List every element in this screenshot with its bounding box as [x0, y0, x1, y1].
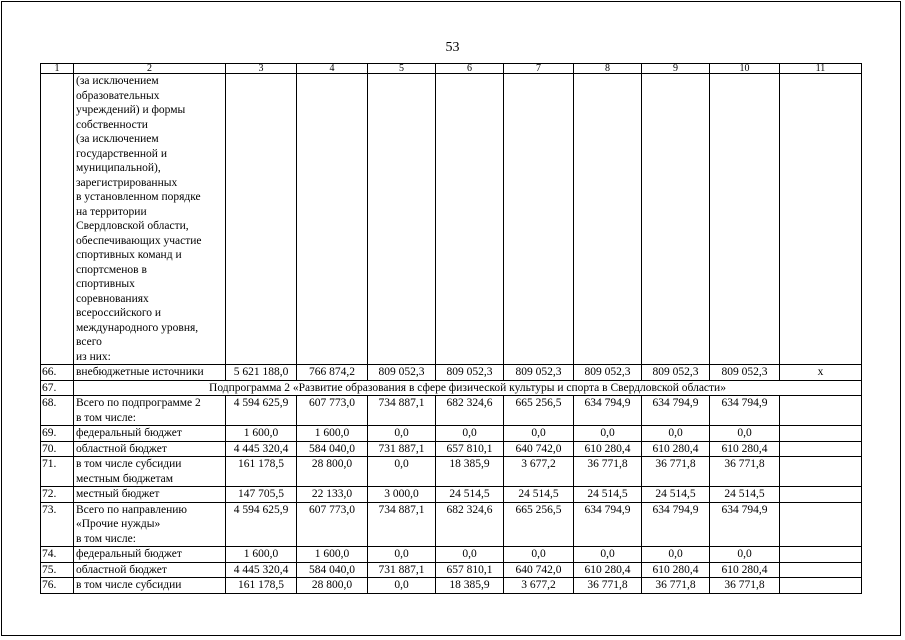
- cell-value: 0,0: [368, 457, 436, 487]
- cell-value: 634 794,9: [642, 502, 710, 547]
- page-number: 53: [445, 40, 460, 55]
- cell-value: 734 887,1: [368, 396, 436, 426]
- cell-value: 665 256,5: [504, 502, 574, 547]
- cell-value: 634 794,9: [710, 396, 780, 426]
- row-number: 76.: [41, 578, 74, 594]
- table-row: [41, 426, 862, 442]
- cell-value: 0,0: [368, 547, 436, 563]
- cell-value: 1 600,0: [297, 547, 368, 563]
- table-row: [41, 578, 862, 594]
- cell-value: [780, 74, 862, 365]
- cell-value: 734 887,1: [368, 502, 436, 547]
- cell-note: [780, 426, 862, 442]
- table-row: [41, 547, 862, 563]
- column-number-7: 7: [504, 64, 574, 74]
- cell-value: 610 280,4: [574, 441, 642, 457]
- cell-value: [710, 74, 780, 365]
- cell-value: 28 800,0: [297, 578, 368, 594]
- cell-value: 0,0: [642, 426, 710, 442]
- table-row: [41, 487, 862, 503]
- column-number-9: 9: [642, 64, 710, 74]
- cell-value: 1 600,0: [226, 426, 297, 442]
- cell-value: [297, 74, 368, 365]
- cell-value: 809 052,3: [504, 365, 574, 381]
- budget-table: [40, 63, 862, 594]
- column-number-3: 3: [226, 64, 297, 74]
- row-name: внебюджетные источники: [74, 365, 226, 381]
- cell-value: 0,0: [436, 426, 504, 442]
- row-number: 68.: [41, 396, 74, 426]
- cell-value: 682 324,6: [436, 396, 504, 426]
- cell-value: 634 794,9: [642, 396, 710, 426]
- column-number-5: 5: [368, 64, 436, 74]
- cell-value: 640 742,0: [504, 562, 574, 578]
- cell-value: 610 280,4: [710, 441, 780, 457]
- row-name: Всего по подпрограмме 2 в том числе:: [74, 396, 226, 426]
- cell-value: 36 771,8: [710, 457, 780, 487]
- row-name: местный бюджет: [74, 487, 226, 503]
- cell-value: 24 514,5: [642, 487, 710, 503]
- cell-value: 161 178,5: [226, 457, 297, 487]
- cell-value: 809 052,3: [368, 365, 436, 381]
- row-number: 72.: [41, 487, 74, 503]
- row-number: 66.: [41, 365, 74, 381]
- row-number: 67.: [41, 380, 74, 396]
- cell-value: [226, 74, 297, 365]
- cell-value: 607 773,0: [297, 502, 368, 547]
- cell-value: 36 771,8: [574, 578, 642, 594]
- cell-value: 0,0: [574, 426, 642, 442]
- row-number: 69.: [41, 426, 74, 442]
- cell-note: [780, 487, 862, 503]
- table-row: [41, 502, 862, 547]
- cell-note: [780, 457, 862, 487]
- cell-value: 24 514,5: [574, 487, 642, 503]
- row-number: 74.: [41, 547, 74, 563]
- cell-value: 1 600,0: [226, 547, 297, 563]
- cell-value: 3 000,0: [368, 487, 436, 503]
- cell-value: 584 040,0: [297, 562, 368, 578]
- cell-value: 607 773,0: [297, 396, 368, 426]
- cell-value: 3 677,2: [504, 457, 574, 487]
- cell-value: 161 178,5: [226, 578, 297, 594]
- column-number-8: 8: [574, 64, 642, 74]
- cell-value: 22 133,0: [297, 487, 368, 503]
- cell-value: 809 052,3: [642, 365, 710, 381]
- cell-value: 1 600,0: [297, 426, 368, 442]
- cell-value: 147 705,5: [226, 487, 297, 503]
- cell-value: [504, 74, 574, 365]
- column-number-6: 6: [436, 64, 504, 74]
- row-number: 70.: [41, 441, 74, 457]
- cell-value: 36 771,8: [710, 578, 780, 594]
- cell-value: 36 771,8: [574, 457, 642, 487]
- row-name: областной бюджет: [74, 562, 226, 578]
- cell-value: 0,0: [710, 426, 780, 442]
- cell-value: [642, 74, 710, 365]
- column-number-4: 4: [297, 64, 368, 74]
- cell-value: [368, 74, 436, 365]
- row-name: в том числе субсидии: [74, 578, 226, 594]
- cell-value: 24 514,5: [436, 487, 504, 503]
- cell-value: 809 052,3: [710, 365, 780, 381]
- cell-name: (за исключением образовательных учреждений) и формы собственности (за исключением государственной и муниципальной), зарегистрированных в установленном порядке на территории Свердловской области, обеспечивающих участие спортивных команд и спортсменов в спортивных соревнованиях всероссийского и международного уровня, всего из них:: [74, 74, 226, 365]
- cell-value: 0,0: [504, 426, 574, 442]
- cell-value: 5 621 188,0: [226, 365, 297, 381]
- cell-value: 610 280,4: [642, 562, 710, 578]
- cell-note: [780, 547, 862, 563]
- cell-value: 0,0: [368, 578, 436, 594]
- cell-value: 4 445 320,4: [226, 562, 297, 578]
- table-row: [41, 396, 862, 426]
- cell-value: 0,0: [436, 547, 504, 563]
- subprogram-heading: Подпрограмма 2 «Развитие образования в сфере физической культуры и спорта в Свердловской области»: [74, 380, 862, 396]
- cell-value: 0,0: [504, 547, 574, 563]
- cell-value: 0,0: [574, 547, 642, 563]
- cell-value: 0,0: [710, 547, 780, 563]
- cell-value: 0,0: [642, 547, 710, 563]
- cell-value: 610 280,4: [710, 562, 780, 578]
- row-number: 73.: [41, 502, 74, 547]
- cell-value: 634 794,9: [574, 502, 642, 547]
- cell-value: 809 052,3: [436, 365, 504, 381]
- cell-note: [780, 441, 862, 457]
- table-row: [41, 457, 862, 487]
- column-number-11: 11: [780, 64, 862, 74]
- cell-value: 731 887,1: [368, 441, 436, 457]
- continuation-row: [41, 74, 862, 365]
- cell-value: 682 324,6: [436, 502, 504, 547]
- cell-value: 584 040,0: [297, 441, 368, 457]
- column-number-1: 1: [41, 64, 74, 74]
- table-row: [41, 441, 862, 457]
- cell-value: 634 794,9: [710, 502, 780, 547]
- cell-value: 18 385,9: [436, 578, 504, 594]
- cell-note: [780, 396, 862, 426]
- cell-value: 4 445 320,4: [226, 441, 297, 457]
- cell-value: 36 771,8: [642, 578, 710, 594]
- cell-value: 4 594 625,9: [226, 502, 297, 547]
- row-number: 71.: [41, 457, 74, 487]
- column-number-2: 2: [74, 64, 226, 74]
- cell-value: 634 794,9: [574, 396, 642, 426]
- cell-num: [41, 74, 74, 365]
- cell-note: [780, 578, 862, 594]
- column-number-10: 10: [710, 64, 780, 74]
- row-name: областной бюджет: [74, 441, 226, 457]
- cell-value: 665 256,5: [504, 396, 574, 426]
- cell-value: 640 742,0: [504, 441, 574, 457]
- cell-note: х: [780, 365, 862, 381]
- cell-value: 18 385,9: [436, 457, 504, 487]
- row-name: Всего по направлению «Прочие нужды» в том числе:: [74, 502, 226, 547]
- row-number: 75.: [41, 562, 74, 578]
- cell-value: 610 280,4: [574, 562, 642, 578]
- table-row: [41, 380, 862, 396]
- table-row: [41, 365, 862, 381]
- cell-value: 24 514,5: [504, 487, 574, 503]
- cell-value: 36 771,8: [642, 457, 710, 487]
- cell-value: [574, 74, 642, 365]
- column-number-row: [41, 64, 862, 74]
- cell-note: [780, 562, 862, 578]
- cell-value: 3 677,2: [504, 578, 574, 594]
- cell-value: 0,0: [368, 426, 436, 442]
- cell-value: 610 280,4: [642, 441, 710, 457]
- cell-value: 731 887,1: [368, 562, 436, 578]
- row-name: федеральный бюджет: [74, 426, 226, 442]
- cell-value: [436, 74, 504, 365]
- cell-value: 4 594 625,9: [226, 396, 297, 426]
- cell-value: 657 810,1: [436, 562, 504, 578]
- cell-note: [780, 502, 862, 547]
- row-name: в том числе субсидии местным бюджетам: [74, 457, 226, 487]
- cell-value: 24 514,5: [710, 487, 780, 503]
- cell-value: 809 052,3: [574, 365, 642, 381]
- cell-value: 28 800,0: [297, 457, 368, 487]
- row-name: федеральный бюджет: [74, 547, 226, 563]
- table-row: [41, 562, 862, 578]
- cell-value: 766 874,2: [297, 365, 368, 381]
- cell-value: 657 810,1: [436, 441, 504, 457]
